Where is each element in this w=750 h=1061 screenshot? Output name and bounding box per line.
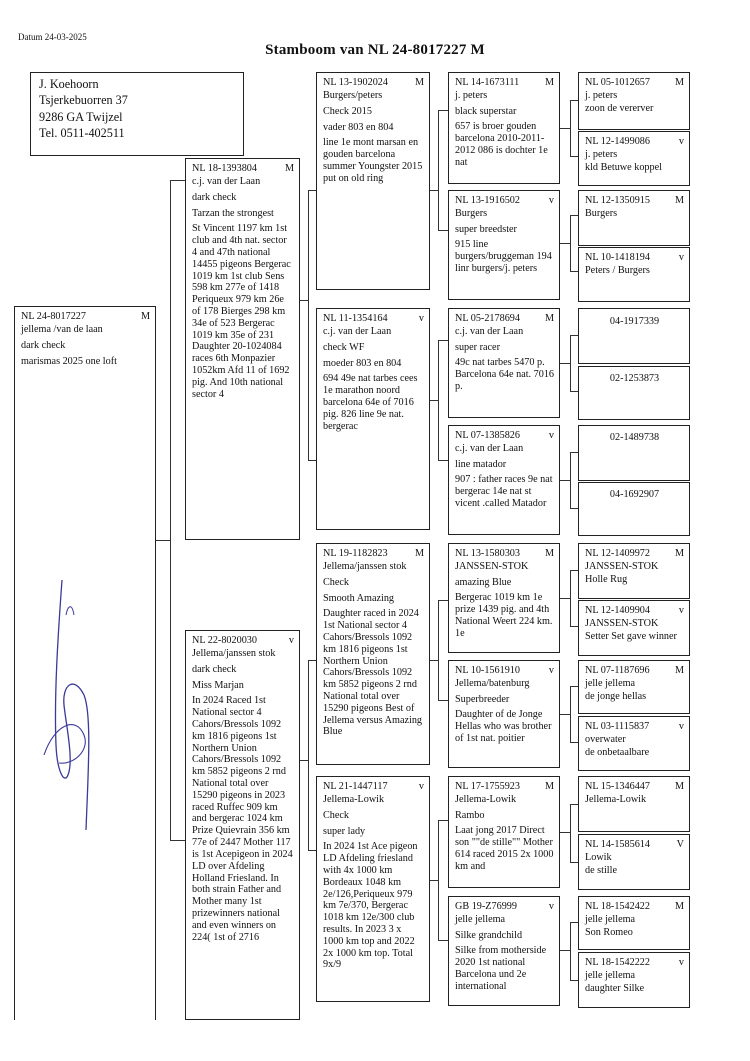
gp-name: moeder 803 en 804 xyxy=(323,358,402,370)
gp-breeder: Burgers/peters xyxy=(323,90,383,102)
gggp-ring: NL 12-1499086 xyxy=(585,136,650,147)
owner-address-box xyxy=(30,72,244,156)
gggp-line: Peters / Burgers xyxy=(585,265,650,277)
gggp-line: j. peters xyxy=(585,149,618,161)
gp-breeder: Jellema-Lowik xyxy=(323,794,385,806)
great-grandparent-box xyxy=(448,308,560,418)
gggp-ring: NL 10-1418194 xyxy=(585,252,650,263)
gp-ring: NL 19-1182823 xyxy=(323,548,388,559)
father-box xyxy=(185,158,300,540)
ggp-name: Silke grandchild xyxy=(455,930,523,942)
ggp-sex: M xyxy=(544,548,554,559)
mother-color: dark check xyxy=(192,664,237,676)
mother-sex: v xyxy=(288,635,294,646)
gggp-sex: v xyxy=(678,252,684,263)
gggp-ring: NL 18-1542422 xyxy=(585,901,650,912)
ggp-ring: NL 13-1916502 xyxy=(455,195,520,206)
great-grandparent-box xyxy=(448,896,560,1006)
gggp-ring: 04-1692907 xyxy=(609,489,660,500)
gggp-box xyxy=(578,776,690,832)
ggp-name: super racer xyxy=(455,342,500,354)
gggp-sex: M xyxy=(674,548,684,559)
gggp-line: de jonge hellas xyxy=(585,691,647,703)
ggp-ring: NL 10-1561910 xyxy=(455,665,520,676)
subject-color: dark check xyxy=(21,340,66,352)
gggp-box xyxy=(578,131,690,186)
gggp-line: de onbetaalbare xyxy=(585,747,650,759)
ggp-ring: NL 05-2178694 xyxy=(455,313,520,324)
ggp-ring: NL 14-1673111 xyxy=(455,77,520,88)
ggp-breeder: c.j. van der Laan xyxy=(455,326,524,338)
ggp-name: black superstar xyxy=(455,106,517,118)
father-sex: M xyxy=(284,163,294,174)
gggp-ring: NL 15-1346447 xyxy=(585,781,650,792)
gp-notes: line 1e mont marsan en gouden barcelona summer Youngster 2015 put on old ring xyxy=(323,137,423,184)
gggp-box xyxy=(578,543,690,599)
gggp-sex: v xyxy=(678,605,684,616)
gp-ring: NL 13-1902024 xyxy=(323,77,388,88)
gggp-line: zoon de vererver xyxy=(585,103,654,115)
father-color: dark check xyxy=(192,192,237,204)
mother-ring: NL 22-8020030 xyxy=(192,635,257,646)
gp-notes: In 2024 1st Ace pigeon LD Afdeling friesland with 4x 1000 km Bordeaux 1048 km 2e/126,Periqueux 979 km 7e/370, Bergerac 1018 km 12e/300 club results. In 2023 3 x 1000 km top and 2022 2x 1000 km top. Total 9x/9 xyxy=(323,841,418,971)
signature-scribble xyxy=(14,575,104,835)
great-grandparent-box xyxy=(448,660,560,768)
ggp-notes: Bergerac 1019 km 1e prize 1439 pig. and 4th National Weert 224 km. 1e xyxy=(455,592,553,639)
gggp-box xyxy=(578,247,690,302)
ggp-name: Superbreeder xyxy=(455,694,510,706)
gp-breeder: Jellema/janssen stok xyxy=(323,561,407,573)
ggp-sex: M xyxy=(544,77,554,88)
ggp-notes: 907 : father races 9e nat bergerac 14e nat st vicent .called Matador xyxy=(455,474,553,509)
gggp-sex: M xyxy=(674,77,684,88)
gggp-box xyxy=(578,72,690,130)
gggp-box xyxy=(578,366,690,420)
ggp-sex: M xyxy=(544,313,554,324)
gggp-ring: NL 12-1409904 xyxy=(585,605,650,616)
gggp-ring: 02-1253873 xyxy=(609,373,660,384)
gggp-ring: 04-1917339 xyxy=(609,316,660,327)
mother-box xyxy=(185,630,300,1020)
gp-sex: v xyxy=(418,313,424,324)
ggp-breeder: c.j. van der Laan xyxy=(455,443,524,455)
gp-color: Check xyxy=(323,810,350,822)
gggp-ring: 02-1489738 xyxy=(609,432,660,443)
gp-sex: M xyxy=(414,548,424,559)
gp-sex: M xyxy=(414,77,424,88)
ggp-notes: Silke from motherside 2020 1st national Barcelona und 2e international xyxy=(455,945,547,992)
ggp-sex: v xyxy=(548,901,554,912)
ggp-breeder: jelle jellema xyxy=(455,914,506,926)
ggp-notes: 915 line burgers/bruggeman 194 linr burgers/j. peters xyxy=(455,239,552,274)
gggp-box xyxy=(578,896,690,950)
gp-name: Smooth Amazing xyxy=(323,593,395,605)
page-title: Stamboom van NL 24-8017227 M xyxy=(265,42,485,58)
ggp-notes: 49c nat tarbes 5470 p. Barcelona 64e nat. 7016 p. xyxy=(455,357,555,392)
gp-notes: 694 49e nat tarbes cees 1e marathon noord barcelona 64e of 7016 pig. 826 line 9e nat. bergerac xyxy=(323,373,418,432)
subject-breeder: jellema /van de laan xyxy=(21,324,103,336)
grandparent-box-mf xyxy=(316,543,430,765)
gp-sex: v xyxy=(418,781,424,792)
gp-ring: NL 21-1447117 xyxy=(323,781,388,792)
ggp-ring: NL 07-1385826 xyxy=(455,430,520,441)
gggp-line: Setter Set gave winner xyxy=(585,631,677,643)
gggp-sex: V xyxy=(676,839,684,850)
gp-ring: NL 11-1354164 xyxy=(323,313,388,324)
gggp-ring: NL 03-1115837 xyxy=(585,721,650,732)
great-grandparent-box xyxy=(448,543,560,653)
mother-breeder: Jellema/janssen stok xyxy=(192,648,276,660)
great-grandparent-box xyxy=(448,425,560,535)
gggp-box xyxy=(578,425,690,481)
mother-notes: In 2024 Raced 1st National sector 4 Cahors/Bressols 1092 km 1816 pigeons 1st Northern Union Cahors/Bressols 1092 km 5852 pigeons 2 rnd National total over 15290 pigeons in 2023 raced Ruffec 909 km and bergerac 1024 km Prize Quievrain 356 km 77e of 2447 Mother 117 is 1st Acepigeon in 2024 LD over Afdeling Holland Friesland. In both strain Father and Mother many 1st prizewinners national and even winners on 224( 1st of 2716 xyxy=(192,695,293,943)
gggp-sex: M xyxy=(674,781,684,792)
owner-name: J. Koehoorn xyxy=(39,77,99,91)
father-notes: St Vincent 1197 km 1st club and 4th nat. sector 4 and 47th national 14455 pigeons Bergerac 1019 km 1st club Sens 598 km 277e of 1418 Periqueux 979 km 26e of 178 Bierges 298 km 34e of 523 Bergerac 1019 km 35e of 231 Daughter 20-1024084 races 6th Monpazier 1052km Afd 11 of 1692 pig. And 10th national sector 4 xyxy=(192,223,291,400)
ggp-name: super breedster xyxy=(455,224,517,236)
gp-breeder: c.j. van der Laan xyxy=(323,326,392,338)
gggp-line: jelle jellema xyxy=(585,678,636,690)
ggp-name: amazing Blue xyxy=(455,577,512,589)
gggp-line: JANSSEN-STOK xyxy=(585,561,659,573)
gggp-line: jelle jellema xyxy=(585,914,636,926)
gggp-ring: NL 14-1585614 xyxy=(585,839,650,850)
gggp-line: overwater xyxy=(585,734,626,746)
gggp-box xyxy=(578,308,690,364)
ggp-breeder: JANSSEN-STOK xyxy=(455,561,529,573)
gp-name: vader 803 en 804 xyxy=(323,122,394,134)
owner-street: Tsjerkebuorren 37 xyxy=(39,93,128,108)
ggp-name: Rambo xyxy=(455,810,485,822)
ggp-ring: NL 13-1580303 xyxy=(455,548,520,559)
ggp-breeder: j. peters xyxy=(455,90,488,102)
ggp-notes: Laat jong 2017 Direct son ""de stille"" Mother 614 raced 2015 2x 1000 km and xyxy=(455,825,554,872)
mother-name: Miss Marjan xyxy=(192,680,244,692)
ggp-name: line matador xyxy=(455,459,507,471)
gggp-line: j. peters xyxy=(585,90,618,102)
great-grandparent-box xyxy=(448,72,560,184)
grandparent-box-ff xyxy=(316,72,430,290)
gggp-line: Holle Rug xyxy=(585,574,628,586)
gggp-box xyxy=(578,600,690,656)
gggp-line: Burgers xyxy=(585,208,618,220)
great-grandparent-box xyxy=(448,776,560,888)
gggp-line: Jellema-Lowik xyxy=(585,794,647,806)
gggp-ring: NL 12-1350915 xyxy=(585,195,650,206)
gggp-sex: M xyxy=(674,665,684,676)
gggp-box xyxy=(578,716,690,771)
gggp-line: Son Romeo xyxy=(585,927,633,939)
gggp-line: jelle jellema xyxy=(585,970,636,982)
gggp-box xyxy=(578,952,690,1008)
ggp-notes: 657 is broer gouden barcelona 2010-2011-2012 086 is dochter 1e nat xyxy=(455,121,548,168)
grandparent-box-mm xyxy=(316,776,430,1002)
gggp-ring: NL 12-1409972 xyxy=(585,548,650,559)
ggp-sex: M xyxy=(544,781,554,792)
father-ring: NL 18-1393804 xyxy=(192,163,257,174)
gggp-ring: NL 07-1187696 xyxy=(585,665,650,676)
owner-city: 9286 GA Twijzel xyxy=(39,109,123,124)
gggp-line: de stille xyxy=(585,865,617,877)
gp-name: super lady xyxy=(323,826,366,838)
ggp-ring: NL 17-1755923 xyxy=(455,781,520,792)
gggp-ring: NL 05-1012657 xyxy=(585,77,650,88)
gggp-line: Lowik xyxy=(585,852,612,864)
grandparent-box-fm xyxy=(316,308,430,530)
gggp-ring: NL 18-1542222 xyxy=(585,957,650,968)
gggp-line: daughter Silke xyxy=(585,983,645,995)
gggp-sex: v xyxy=(678,721,684,732)
gggp-line: JANSSEN-STOK xyxy=(585,618,659,630)
ggp-sex: v xyxy=(548,430,554,441)
gp-color: Check xyxy=(323,577,350,589)
gggp-sex: M xyxy=(674,901,684,912)
ggp-breeder: Jellema/batenburg xyxy=(455,678,530,690)
gggp-line: kld Betuwe koppel xyxy=(585,162,662,174)
ggp-sex: v xyxy=(548,665,554,676)
gggp-box xyxy=(578,190,690,246)
gp-color: check WF xyxy=(323,342,365,354)
gggp-sex: M xyxy=(674,195,684,206)
owner-phone: Tel. 0511-402511 xyxy=(39,126,125,141)
subject-note: marismas 2025 one loft xyxy=(21,356,117,368)
date-label: Datum 24-03-2025 xyxy=(18,32,87,42)
ggp-breeder: Burgers xyxy=(455,208,488,220)
father-breeder: c.j. van der Laan xyxy=(192,176,261,188)
subject-ring: NL 24-8017227 xyxy=(21,311,86,322)
gggp-box xyxy=(578,660,690,714)
gggp-box xyxy=(578,834,690,890)
ggp-notes: Daughter of de Jonge Hellas who was brother of 1st nat. poitier xyxy=(455,709,552,744)
ggp-ring: GB 19-Z76999 xyxy=(455,901,517,912)
gggp-sex: v xyxy=(678,957,684,968)
father-name: Tarzan the strongest xyxy=(192,208,274,220)
gp-color: Check 2015 xyxy=(323,106,372,118)
great-grandparent-box xyxy=(448,190,560,300)
gggp-box xyxy=(578,482,690,536)
gp-notes: Daughter raced in 2024 1st National sector 4 Cahors/Bressols 1092 km 1816 pigeons 1st Northern Union Cahors/Bressols 1092 km 5852 pigeons 2 rnd National total over 15290 pigeons Best of Jellema versus Amazing Blue xyxy=(323,608,423,738)
gggp-sex: v xyxy=(678,136,684,147)
ggp-breeder: Jellema-Lowik xyxy=(455,794,517,806)
ggp-sex: v xyxy=(548,195,554,206)
subject-sex: M xyxy=(140,311,150,322)
